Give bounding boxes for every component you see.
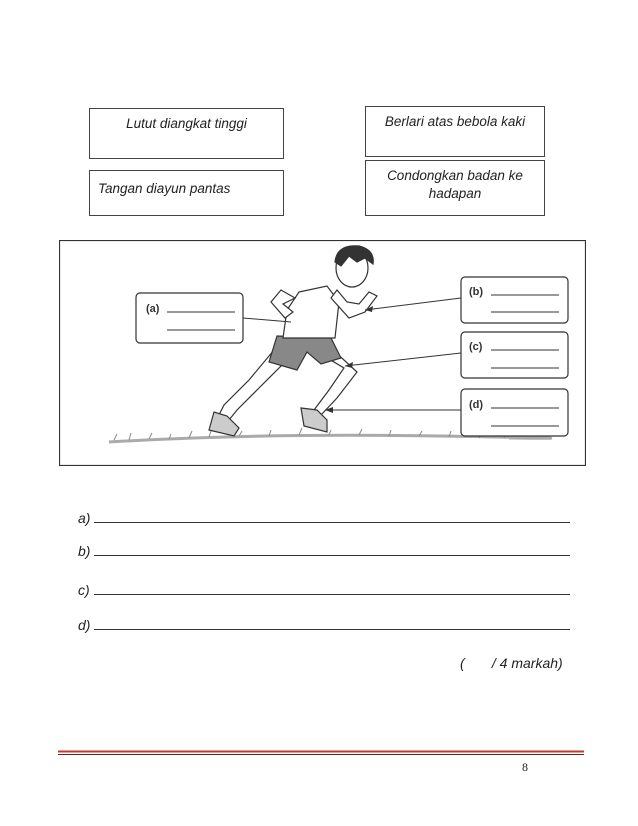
- option-box-berlari: [365, 106, 545, 157]
- answer-letter: b): [78, 543, 91, 559]
- answer-letter: a): [78, 510, 91, 526]
- answer-blank[interactable]: [94, 583, 570, 595]
- option-box-condongkan: [365, 160, 545, 216]
- option-text: Condongkan badan ke hadapan: [387, 168, 523, 201]
- answer-blank[interactable]: [94, 511, 570, 523]
- label-c-text: (c): [469, 341, 483, 353]
- answer-line-b[interactable]: [78, 543, 580, 559]
- label-a-text: (a): [146, 303, 160, 315]
- option-text: Tangan diayun pantas: [98, 181, 231, 196]
- answer-line-a[interactable]: [78, 510, 580, 526]
- label-b-text: (b): [469, 286, 484, 298]
- marks-label: ( / 4 markah): [460, 655, 563, 671]
- footer-rule: [58, 750, 584, 756]
- answer-letter: d): [78, 617, 91, 633]
- option-text: Lutut diangkat tinggi: [126, 116, 247, 131]
- answer-blank[interactable]: [94, 544, 570, 556]
- option-box-tangan: [89, 170, 284, 216]
- option-text: Berlari atas bebola kaki: [384, 114, 526, 129]
- label-d-text: (d): [469, 399, 484, 411]
- answer-blank[interactable]: [94, 618, 570, 630]
- runner-figure: [59, 240, 586, 466]
- option-box-lutut: [89, 108, 284, 159]
- page-number: 8: [522, 760, 528, 774]
- answer-line-c[interactable]: [78, 582, 580, 598]
- answer-line-d[interactable]: [78, 617, 580, 633]
- answer-letter: c): [78, 582, 90, 598]
